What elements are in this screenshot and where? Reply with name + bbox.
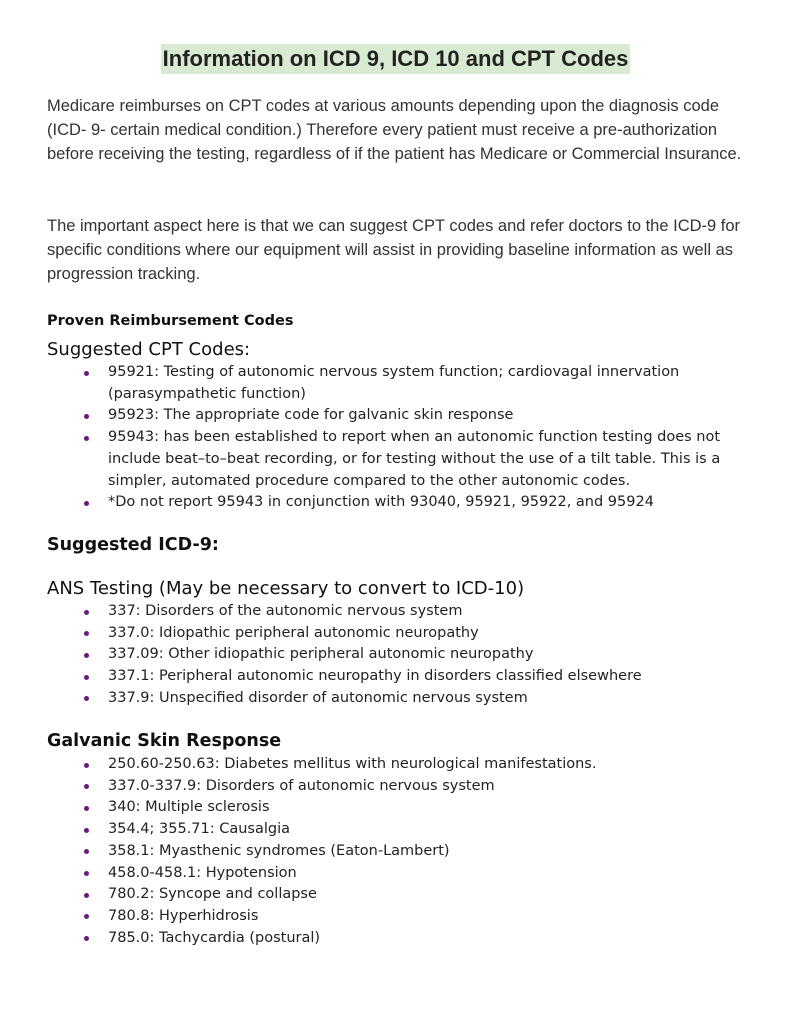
list-item bbox=[0, 666, 748, 688]
list-item-text: 337.9: Unspecified disorder of autonomic nervous system bbox=[108, 689, 528, 706]
bullet-icon bbox=[84, 501, 89, 506]
list-item-text: 95923: The appropriate code for galvanic skin response bbox=[108, 407, 514, 424]
list-item-text: 780.8: Hyperhidrosis bbox=[108, 907, 259, 924]
gsr-list bbox=[0, 754, 748, 949]
list-item bbox=[0, 928, 748, 950]
list-item bbox=[0, 427, 748, 492]
list-item bbox=[0, 623, 748, 645]
bullet-icon bbox=[84, 414, 89, 419]
list-item-text: 340: Multiple sclerosis bbox=[108, 799, 270, 816]
list-item-text: 358.1: Myasthenic syndromes (Eaton-Lambert) bbox=[108, 842, 450, 859]
list-item-text: 95921: Testing of autonomic nervous system function; cardiovagal innervation (parasympathetic function) bbox=[108, 364, 680, 402]
list-item-text: 785.0: Tachycardia (postural) bbox=[108, 929, 321, 946]
list-item-text: 337.09: Other idiopathic peripheral autonomic neuropathy bbox=[108, 646, 534, 663]
list-item-text: 337.1: Peripheral autonomic neuropathy in disorders classified elsewhere bbox=[108, 668, 642, 685]
list-item bbox=[0, 884, 748, 906]
list-item-text: 458.0-458.1: Hypotension bbox=[108, 864, 297, 881]
bullet-icon bbox=[84, 610, 89, 615]
list-item-text: 780.2: Syncope and collapse bbox=[108, 886, 317, 903]
bullet-icon bbox=[84, 936, 89, 941]
list-item bbox=[0, 362, 748, 405]
list-item-text: 354.4; 355.71: Causalgia bbox=[108, 821, 291, 838]
bullet-icon bbox=[84, 828, 89, 833]
bullet-icon bbox=[84, 631, 89, 636]
list-item bbox=[0, 644, 748, 666]
bullet-icon bbox=[84, 436, 89, 441]
list-item bbox=[0, 776, 748, 798]
list-item bbox=[0, 754, 748, 776]
list-item bbox=[0, 601, 748, 623]
galvanic-skin-response-heading: Galvanic Skin Response bbox=[47, 731, 282, 751]
list-item bbox=[0, 797, 748, 819]
list-item bbox=[0, 405, 748, 427]
list-item bbox=[0, 688, 748, 710]
list-item bbox=[0, 819, 748, 841]
bullet-icon bbox=[84, 371, 89, 376]
bullet-icon bbox=[84, 914, 89, 919]
list-item-text: 337: Disorders of the autonomic nervous system bbox=[108, 603, 463, 619]
list-item-text: 337.0-337.9: Disorders of autonomic nervous system bbox=[108, 777, 495, 794]
bullet-icon bbox=[84, 696, 89, 701]
aspect-paragraph: The important aspect here is that we can suggest CPT codes and refer doctors to the ICD-9 for specific conditions where our equipment will assist in providing baseline information as well as progression tracking. bbox=[47, 217, 741, 283]
proven-codes-heading: Proven Reimbursement Codes bbox=[47, 313, 294, 329]
cpt-list bbox=[0, 362, 748, 514]
bullet-icon bbox=[84, 806, 89, 811]
title-block bbox=[0, 44, 791, 74]
list-item-text: 250.60-250.63: Diabetes mellitus with neurological manifestations. bbox=[108, 756, 597, 772]
page-title: Information on ICD 9, ICD 10 and CPT Codes bbox=[161, 44, 631, 74]
ans-testing-heading: ANS Testing (May be necessary to convert to ICD-10) bbox=[47, 578, 525, 599]
list-item-text: 337.0: Idiopathic peripheral autonomic neuropathy bbox=[108, 624, 479, 641]
bullet-icon bbox=[84, 763, 89, 768]
list-item bbox=[0, 841, 748, 863]
bullet-icon bbox=[84, 871, 89, 876]
list-item-text: 95943: has been established to report when an autonomic function testing does not include beat–to–beat recording, or for testing without the use of a tilt table. This is a simpler, automated procedure compared to the other autonomic codes. bbox=[108, 429, 721, 489]
icd9-heading: Suggested ICD-9: bbox=[47, 535, 219, 555]
bullet-icon bbox=[84, 784, 89, 789]
list-item bbox=[0, 906, 748, 928]
bullet-icon bbox=[84, 675, 89, 680]
bullet-icon bbox=[84, 653, 89, 658]
list-item bbox=[0, 492, 748, 514]
ans-list bbox=[0, 601, 748, 710]
cpt-heading: Suggested CPT Codes: bbox=[47, 339, 251, 360]
bullet-icon bbox=[84, 849, 89, 854]
list-item bbox=[0, 863, 748, 885]
intro-paragraph: Medicare reimburses on CPT codes at various amounts depending upon the diagnosis code (ICD- 9- certain medical condition.) Therefore every patient must receive a pre-authorization before receiving the testing, regardless of if the patient has Medicare or Commercial Insurance. bbox=[47, 97, 742, 163]
bullet-icon bbox=[84, 893, 89, 898]
list-item-text: *Do not report 95943 in conjunction with 93040, 95921, 95922, and 95924 bbox=[108, 494, 654, 511]
